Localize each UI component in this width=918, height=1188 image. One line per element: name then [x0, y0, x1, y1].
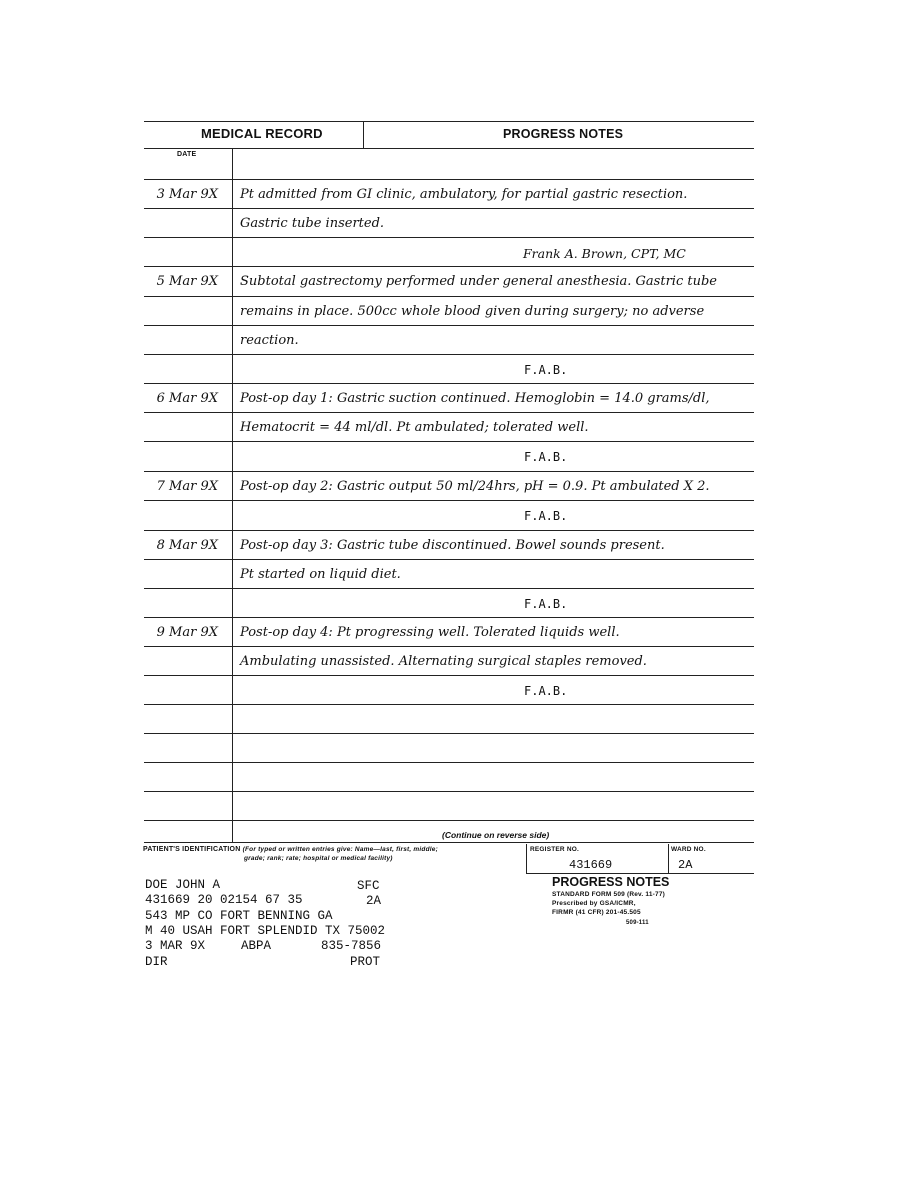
- ruled-line: [144, 762, 754, 763]
- continue-note: (Continue on reverse side): [442, 830, 550, 840]
- ruled-line: [144, 500, 754, 501]
- register-box-bottom: [526, 873, 754, 874]
- ruled-line: [144, 296, 754, 297]
- patient-id-label: [143, 846, 438, 853]
- ruled-line: [144, 588, 754, 589]
- register-box-left: [526, 844, 527, 874]
- ruled-line: [144, 208, 754, 209]
- patient-id-label-text: PATIENT'S IDENTIFICATION: [143, 846, 241, 853]
- entry-date: 5 Mar 9X: [156, 274, 218, 289]
- note-signature: F.A.B.: [524, 509, 568, 523]
- entry-date: 8 Mar 9X: [156, 538, 218, 553]
- note-text: reaction.: [240, 333, 299, 348]
- ruled-line: [144, 325, 754, 326]
- patient-ward: 2A: [366, 894, 382, 908]
- ward-no-label: WARD NO.: [671, 846, 706, 853]
- patient-admit-date: 3 MAR 9X: [145, 939, 206, 953]
- note-signature: F.A.B.: [524, 597, 568, 611]
- register-no-label: REGISTER NO.: [530, 846, 579, 853]
- ruled-line: [144, 646, 754, 647]
- note-text: Post-op day 3: Gastric tube discontinued. Bowel sounds present.: [240, 538, 665, 553]
- ruled-line: [144, 791, 754, 792]
- date-column-label: DATE: [177, 151, 197, 158]
- entry-date: 9 Mar 9X: [156, 625, 218, 640]
- note-signature: F.A.B.: [524, 363, 568, 377]
- note-text: Gastric tube inserted.: [240, 216, 385, 231]
- note-text: Post-op day 2: Gastric output 50 ml/24hrs, pH = 0.9. Pt ambulated X 2.: [240, 479, 710, 494]
- note-signature: F.A.B.: [524, 450, 568, 464]
- ruled-line: [144, 675, 754, 676]
- entry-date: 7 Mar 9X: [156, 479, 218, 494]
- header-divider: [363, 121, 364, 148]
- note-text: Ambulating unassisted. Alternating surgical staples removed.: [240, 654, 647, 669]
- form-title: PROGRESS NOTES: [552, 875, 670, 889]
- form-prescribed: Prescribed by GSA/ICMR,: [552, 900, 636, 907]
- ruled-line: [144, 733, 754, 734]
- date-column-divider: [232, 148, 233, 842]
- medical-record-title: MEDICAL RECORD: [201, 126, 323, 141]
- note-text: Post-op day 4: Pt progressing well. Tolerated liquids well.: [240, 625, 620, 640]
- patient-status: DIR: [145, 955, 168, 969]
- entry-date: 6 Mar 9X: [156, 391, 218, 406]
- note-text: Hematocrit = 44 ml/dl. Pt ambulated; tolerated well.: [240, 420, 589, 435]
- header-bottom-border: [144, 148, 754, 149]
- note-text: Post-op day 1: Gastric suction continued. Hemoglobin = 14.0 grams/dl,: [240, 391, 710, 406]
- ruled-line: [144, 266, 754, 267]
- ruled-line: [144, 820, 754, 821]
- ruled-line: [144, 383, 754, 384]
- form-code: 509-111: [626, 920, 649, 926]
- patient-id-instructions-cont: grade; rank; rate; hospital or medical facility): [244, 855, 393, 862]
- patient-religion: PROT: [350, 955, 381, 969]
- note-signature: Frank A. Brown, CPT, MC: [523, 246, 686, 261]
- register-no-value: 431669: [569, 858, 613, 872]
- ruled-line: [144, 704, 754, 705]
- ward-no-value: 2A: [678, 858, 693, 872]
- form-number: STANDARD FORM 509 (Rev. 11-77): [552, 891, 666, 898]
- ruled-line: [144, 179, 754, 180]
- ruled-line: [144, 559, 754, 560]
- note-text: Subtotal gastrectomy performed under general anesthesia. Gastric tube: [240, 274, 717, 289]
- patient-id-instructions: (For typed or written entries give: Name—last, first, middle;: [242, 846, 438, 853]
- form-regulation: FIRMR (41 CFR) 201-45.505: [552, 909, 641, 916]
- entry-date: 3 Mar 9X: [156, 187, 218, 202]
- ruled-line: [144, 471, 754, 472]
- ruled-line: [144, 412, 754, 413]
- patient-grade: SFC: [357, 879, 380, 893]
- form-top-border: [144, 121, 754, 122]
- progress-notes-title: PROGRESS NOTES: [503, 127, 624, 141]
- patient-phone: 835-7856: [321, 939, 382, 953]
- ruled-line: [144, 237, 754, 238]
- note-signature: F.A.B.: [524, 684, 568, 698]
- patient-name: DOE JOHN A: [145, 878, 221, 892]
- note-text: Pt started on liquid diet.: [240, 567, 401, 582]
- ward-box-left: [668, 844, 669, 874]
- ruled-line: [144, 530, 754, 531]
- ruled-line: [144, 441, 754, 442]
- ruled-line: [144, 354, 754, 355]
- patient-id-number: 431669 20 02154 67 35: [145, 893, 303, 907]
- patient-facility: M 40 USAH FORT SPLENDID TX 75002: [145, 924, 386, 938]
- ruled-line: [144, 617, 754, 618]
- patient-unit: 543 MP CO FORT BENNING GA: [145, 909, 333, 923]
- patient-code: ABPA: [241, 939, 272, 953]
- note-text: Pt admitted from GI clinic, ambulatory, for partial gastric resection.: [240, 187, 688, 202]
- form-bottom-border: [144, 842, 754, 843]
- note-text: remains in place. 500cc whole blood given during surgery; no adverse: [240, 304, 705, 319]
